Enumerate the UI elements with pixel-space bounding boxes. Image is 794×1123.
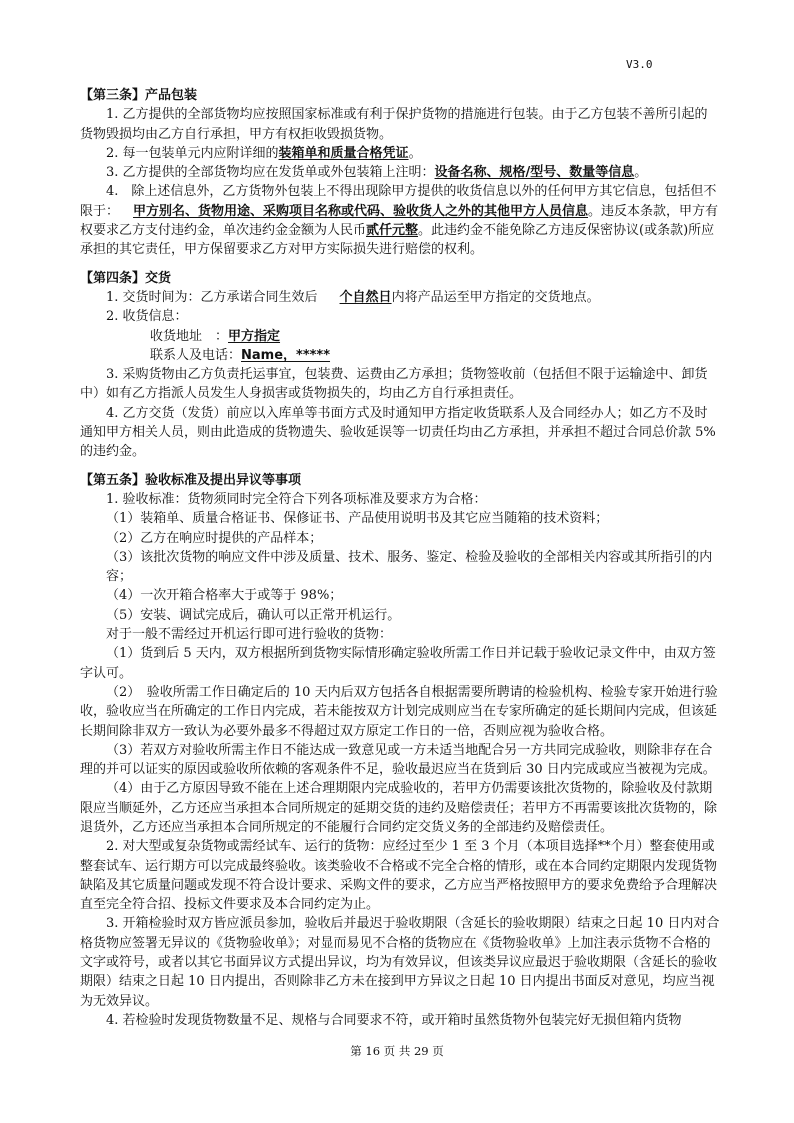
article-5-heading: 【第五条】验收标准及提出异议等事项: [80, 472, 302, 488]
version-label: V3.0: [626, 58, 653, 71]
delivery-address-line: 收货地址 ：甲方指定: [150, 328, 281, 344]
penalty-amount: 贰仟元整: [366, 223, 419, 239]
general-goods-item-4: （4）由于乙方原因导致不能在上述合理期限内完成验收的，若甲方仍需要该批次货物的，除验收及付款期限应当顺延外，乙方还应当承担本合同所规定的延期交货的违约及赔偿责任；若甲方不再需要该批次货物的，除退货外，乙方还应当承担本合同所规定的不能履行合同约定交货义务的全部违约及赔偿责任。: [80, 781, 718, 835]
article-4-clause-1: 1. 交货时间为：乙方承诺合同生效后 个自然日内将产品运至甲方指定的交货地点。: [106, 289, 600, 305]
article-3-heading: 【第三条】产品包装: [80, 88, 198, 103]
article-5-clause-3: 3. 开箱检验时双方皆应派员参加，验收后并最迟于验收期限（含延长的验收期限）结束之日起 10 日内对合格货物应签署无异议的《货物验收单》；对显而易见不合格的货物应在《货物验收单》上加注表示货物不合格的文字或符号，或者以其它书面异议方式提出异议，均为有效异议，但该类异议应最迟于验收期限（含延长的验收期限）结束之日起 10 日内提出，否则除非乙方未在接到甲方异议之日起 10 日内提出书面反对意见，均应当视为无效异议。: [80, 916, 720, 1009]
general-goods-subheading: 对于一般不需经过开机运行即可进行验收的货物：: [106, 627, 393, 643]
article-3-clause-4: 4. 除上述信息外，乙方货物外包装上不得出现除甲方提供的收货信息以外的任何甲方其它信息，包括但不限于： 甲方别名、货物用途、采购项目名称或代码、验收货人之外的其他甲方人员信息。违反本条款，甲方有权要求乙方支付违约金，单次违约金金额为人民币贰仟元整。此违约金不能免除乙方违反保密协议(或条款)所应承担的其它责任，甲方保留要求乙方对甲方实际损失进行赔偿的权利。: [80, 184, 719, 258]
article-3-clause-2: 2. 每一包装单元内应附详细的装箱单和质量合格凭证。: [106, 145, 422, 161]
labeling-info-term: 设备名称、规格/型号、数量等信息: [434, 165, 635, 181]
article-3-clause-3: 3. 乙方提供的全部货物均应在发货单或外包装箱上注明：设备名称、规格/型号、数量等信息。: [106, 165, 648, 181]
article-3-clause-1: 1. 乙方提供的全部货物均应按照国家标准或有利于保护货物的措施进行包装。由于乙方包装不善所引起的货物毁损均由乙方自行承担，甲方有权拒收毁损货物。: [80, 107, 708, 142]
article-4-clause-2: 2. 收货信息：: [106, 309, 188, 325]
general-goods-item-1: （1）货到后 5 天内，双方根据所到货物实际情形确定验收所需工作日并记载于验收记录文件中，由双方签字认可。: [80, 646, 716, 681]
document-body: [80, 86, 720, 1030]
acceptance-item-5: （5）安装、调试完成后，确认可以正常开机运行。: [106, 607, 401, 623]
acceptance-item-1: （1）装箱单、质量合格证书、保修证书、产品使用说明书及其它应当随箱的技术资料；: [106, 511, 609, 527]
acceptance-item-4: （4）一次开箱合格率大于或等于 98%；: [106, 588, 343, 604]
article-4-clause-4: 4. 乙方交货（发货）前应以入库单等书面方式及时通知甲方指定收货联系人及合同经办人；如乙方不及时通知甲方相关人员，则由此造成的货物遗失、验收延误等一切责任均由乙方承担，并承担不超过合同总价款 5%的违约金。: [80, 405, 716, 460]
contact-line: 联系人及电话：Name，*****: [150, 347, 331, 363]
page-number-footer: 第 16 页 共 29 页: [350, 1044, 444, 1058]
general-goods-item-3: （3）若双方对验收所需主作日不能达成一致意见或一方未适当地配合另一方共同完成验收，则除非存在合理的并可以证实的原因或验收所依赖的客观条件不足，验收最迟应当在货到后 30 日内完成或应当被视为完成。: [80, 742, 716, 778]
article-5-clause-4: 4. 若检验时发现货物数量不足、规格与合同要求不符，或开箱时虽然货物外包装完好无损但箱内货物: [106, 1012, 682, 1028]
article-4-clause-3: 3. 采购货物由乙方负责托运事宜，包装费、运费由乙方承担；货物签收前（包括但不限于运输途中、卸货中）如有乙方指派人员发生人身损害或货物损失的，均由乙方自行承担责任。: [80, 367, 708, 402]
contact-value: Name，*****: [241, 347, 331, 363]
prohibited-info-term: 甲方别名、货物用途、采购项目名称或代码、验收货人之外的其他甲方人员信息: [133, 203, 589, 219]
acceptance-item-3: （3）该批次货物的响应文件中涉及质量、技术、服务、鉴定、检验及验收的全部相关内容或其所指引的内容；: [106, 549, 713, 585]
acceptance-item-2: （2）乙方在响应时提供的产品样本；: [106, 530, 323, 546]
packing-list-term: 装箱单和质量合格凭证: [278, 145, 409, 161]
article-5-clause-1: 1. 验收标准：货物须同时完全符合下列各项标准及要求方为合格：: [106, 491, 487, 507]
general-goods-item-2: （2） 验收所需工作日确定后的 10 天内后双方包括各自根据需要所聘请的检验机构、检验专家开始进行验收，验收应当在所确定的工作日内完成，若未能按双方计划完成则应当在专家所确定的延长期间内完成，但该延长期间除非双方一致认为必要外最多不得超过双方原定工作日的一倍，否则应视为验收合格。: [80, 684, 718, 739]
article-4-heading: 【第四条】交货: [80, 270, 172, 286]
delivery-address-value: 甲方指定: [228, 328, 281, 344]
article-5-clause-2: 2. 对大型或复杂货物或需经试车、运行的货物：应经过至少 1 至 3 个月（本项目选择**个月）整套使用或整套试车、运行期方可以完成最终验收。该类验收不合格或不完全合格的情形，或在本合同约定期限内发现货物缺陷及其它质量问题或发现不符合设计要求、采购文件的要求，乙方应当严格按照甲方的要求免费给予合理解决直至完全符合招、投标文件要求及本合同约定为止。: [80, 839, 718, 913]
delivery-days-term: 个自然日: [339, 289, 392, 305]
